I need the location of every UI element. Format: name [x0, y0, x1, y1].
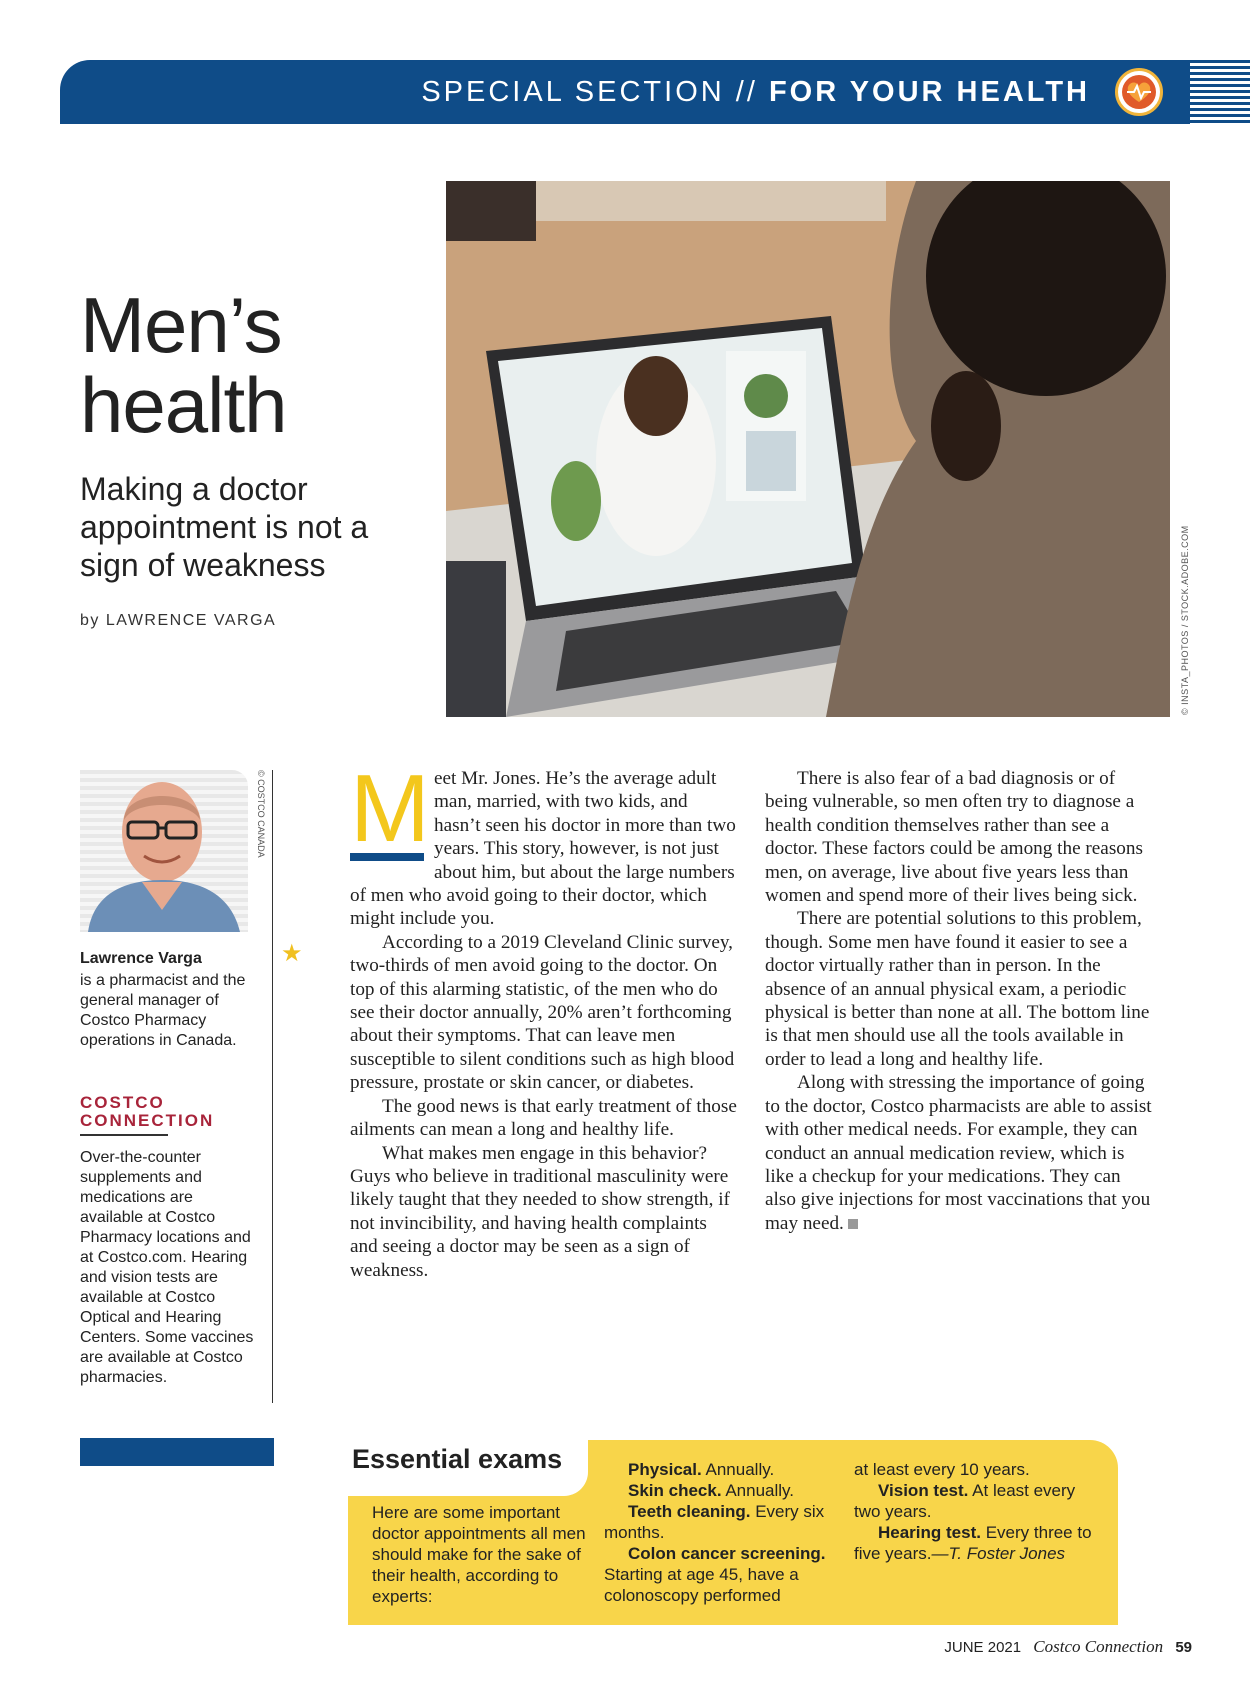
paragraph-text: Along with stressing the importance of going to the doctor, Costco pharmacists are able to assist with other medical needs. For example, they can conduct an annual medication review, which is like a checkup for your medications. They can also give injections for most vaccinations that you may need.	[765, 1072, 1152, 1234]
sidebar-accent-bar	[80, 1438, 274, 1466]
exam-name: Vision test.	[878, 1481, 969, 1500]
page-number: 59	[1175, 1639, 1192, 1656]
title-line-2: health	[80, 361, 287, 449]
exam-item	[604, 1543, 844, 1606]
article-paragraph	[765, 1071, 1153, 1235]
exam-detail: Annually.	[701, 1460, 775, 1479]
title-line-1: Men’s	[80, 281, 282, 369]
exam-name: Hearing test.	[878, 1523, 981, 1542]
drop-cap: M	[350, 755, 430, 862]
section-header-text	[421, 60, 1090, 124]
article-title	[80, 281, 287, 449]
article-column-2	[765, 767, 1153, 1235]
costco-connection-body: Over-the-counter supplements and medications are available at Costco Pharmacy locations and at Costco.com. Hearing and vision tests are available at Costco Optical and Hearing Centers. Some vaccines are available at Costco pharmacies.	[80, 1149, 254, 1386]
end-mark-icon	[848, 1219, 858, 1229]
section-prefix: SPECIAL SECTION //	[421, 76, 758, 108]
hero-photo-credit: © INSTA_PHOTOS / STOCK.ADOBE.COM	[1180, 525, 1190, 715]
article-paragraph: The good news is that early treatment of those ailments can mean a long and healthy life.	[350, 1095, 737, 1141]
article-paragraph: What makes men engage in this behavior? Guys who believe in traditional masculinity were likely taught that they needed to show strength, if not invincibility, and having health complaints and seeing a doctor may be seen as a sign of weakness.	[350, 1142, 730, 1281]
exam-detail: Starting at age 45, have a colonoscopy performed	[604, 1565, 799, 1605]
exams-column-2	[854, 1459, 1104, 1564]
exam-detail: Every three to five years.	[854, 1523, 1092, 1563]
essential-exams-title: Essential exams	[352, 1444, 563, 1474]
article-paragraph: There are potential solutions to this problem, though. Some men have found it easier to see a doctor virtually rather than in person. In the absence of an annual physical exam, a periodic physical is better than none at all. The bottom line is that men should use all the tools available in order to lead a long and healthy life.	[765, 908, 1150, 1070]
exam-name: Colon cancer screening.	[628, 1544, 826, 1563]
costco-connection-heading: COSTCO CONNECTION	[80, 1093, 215, 1130]
article-paragraph	[350, 755, 738, 931]
exam-name: Skin check.	[628, 1481, 722, 1500]
section-header-band	[60, 60, 1190, 124]
exam-detail: at least every 10 years.	[854, 1460, 1030, 1479]
header-stripes	[1190, 60, 1250, 124]
exam-item	[604, 1480, 844, 1501]
exam-name: Teeth cleaning.	[628, 1502, 751, 1521]
exam-item	[854, 1480, 1104, 1522]
exam-detail: Every six months.	[604, 1502, 825, 1542]
page-footer	[944, 1637, 1192, 1657]
paragraph-text: eet Mr. Jones. He’s the average adult man, married, with two kids, and hasn’t seen his doctor in more than two years. This story, however, is not just about him, but about the large numbers of men who avoid going to their doctor, which might include you.	[350, 768, 736, 930]
exam-item	[854, 1459, 1104, 1480]
exam-name: Physical.	[628, 1460, 702, 1479]
author-name: Lawrence Varga	[80, 950, 202, 967]
heart-pulse-icon	[1115, 68, 1163, 116]
article-paragraph: According to a 2019 Cleveland Clinic survey, two-thirds of men avoid going to the doctor. On top of this alarming statistic, of the men who do see their doctor annually, 20% aren’t forthcoming about their symptoms. That can leave men susceptible to silent conditions such as high blood pressure, prostate or skin cancer, or diabetes.	[350, 931, 735, 1094]
magazine-name: Costco Connection	[1033, 1637, 1164, 1656]
essential-exams-intro: Here are some important doctor appointments all men should make for the sake of their health, according to experts:	[372, 1503, 586, 1606]
author-photo	[80, 770, 248, 932]
costco-connection-rule	[80, 1134, 168, 1136]
issue-date: JUNE 2021	[944, 1639, 1022, 1656]
exams-credit: —T. Foster Jones	[931, 1544, 1066, 1563]
author-photo-credit: © COSTCO CANADA	[256, 770, 266, 858]
exam-item	[604, 1459, 844, 1480]
article-subtitle: Making a doctor appointment is not a sign of weakness	[80, 471, 369, 583]
byline: by LAWRENCE VARGA	[80, 612, 277, 629]
author-bio: is a pharmacist and the general manager of Costco Pharmacy operations in Canada.	[80, 972, 246, 1049]
exam-item	[854, 1522, 1104, 1564]
star-icon: ★	[281, 940, 303, 967]
exams-column-1	[604, 1459, 844, 1606]
exam-item	[604, 1501, 844, 1543]
section-name: FOR YOUR HEALTH	[768, 76, 1090, 108]
exam-detail: At least every two years.	[854, 1481, 1076, 1521]
sidebar-divider	[272, 770, 273, 1403]
hero-photo	[446, 181, 1170, 717]
exam-detail: Annually.	[721, 1481, 795, 1500]
article-paragraph: There is also fear of a bad diagnosis or of being vulnerable, so men often try to diagnose a health condition themselves rather than see a doctor. These factors could be among the reasons men, on average, live about five years less than women and spend more of their lives being sick.	[765, 768, 1143, 907]
article-column-1	[350, 755, 738, 1282]
